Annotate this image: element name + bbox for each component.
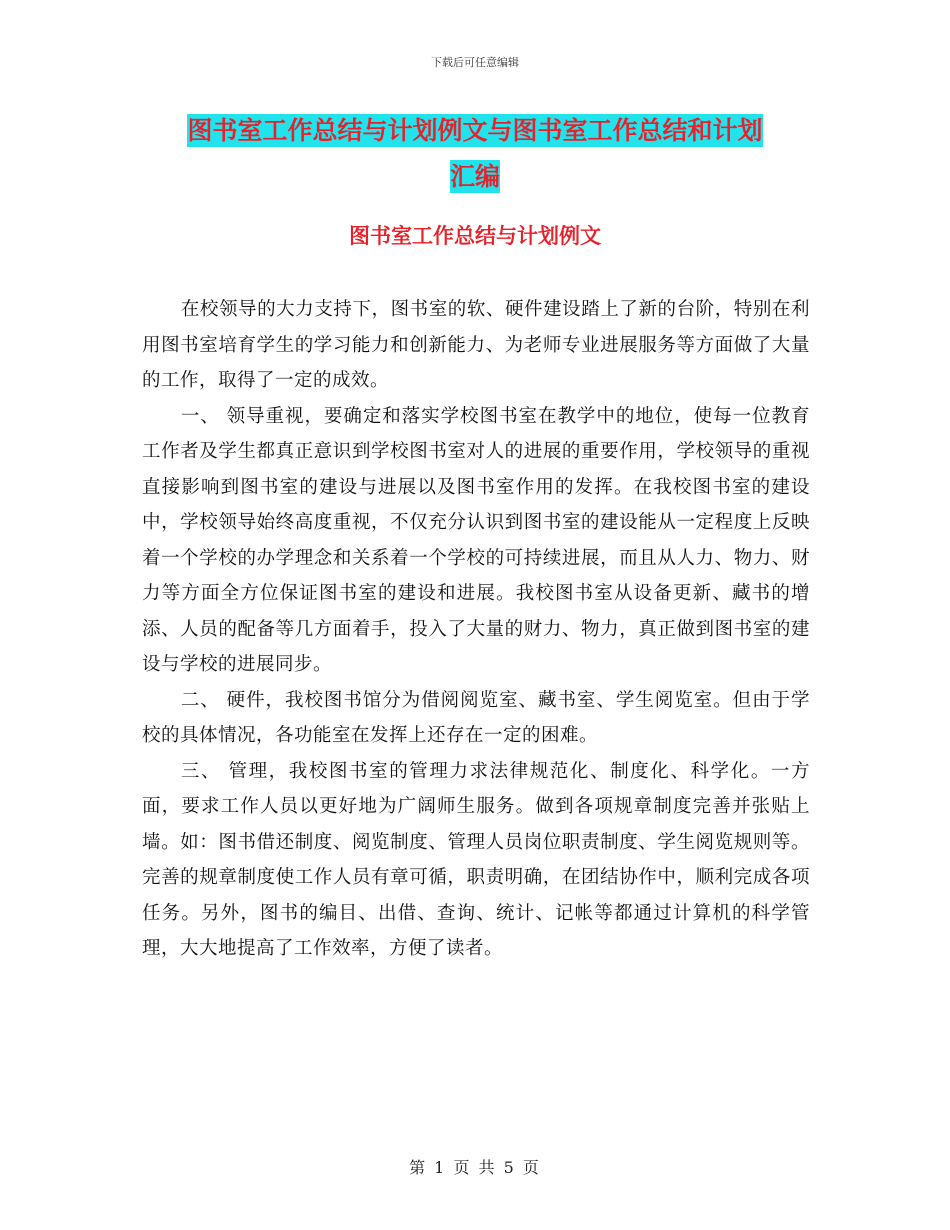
paragraph-hardware: 二、 硬件，我校图书馆分为借阅阅览室、藏书室、学生阅览室。但由于学校的具体情况，各功能室在发挥上还存在一定的困难。: [142, 689, 810, 746]
header-note: 下载后可任意编辑: [431, 56, 519, 69]
paragraph-intro: 在校领导的大力支持下，图书室的软、硬件建设踏上了新的台阶，特别在利用图书室培育学生的学习能力和创新能力、为老师专业进展服务等方面做了大量的工作，取得了一定的成效。: [142, 299, 810, 391]
body-text: [142, 292, 810, 967]
paragraph-management: 三、 管理，我校图书室的管理力求法律规范化、制度化、科学化。一方面，要求工作人员以更好地为广阔师生服务。做到各项规章制度完善并张贴上墙。如：图书借还制度、阅览制度、管理人员岗位职责制度、学生阅览规则等。完善的规章制度使工作人员有章可循，职责明确，在团结协作中，顺利完成各项任务。另外，图书的编目、出借、查询、统计、记帐等都通过计算机的科学管理，大大地提高了工作效率，方便了读者。: [142, 760, 810, 959]
document-title: [140, 108, 810, 200]
paragraph-leadership: 一、 领导重视，要确定和落实学校图书室在教学中的地位，使每一位教育工作者及学生都真正意识到学校图书室对人的进展的重要作用，学校领导的重视直接影响到图书室的建设与进展以及图书室作用的发挥。在我校图书室的建设中，学校领导始终高度重视，不仅充分认识到图书室的建设能从一定程度上反映着一个学校的办学理念和关系着一个学校的可持续进展，而且从人力、物力、财力等方面全方位保证图书室的建设和进展。我校图书室从设备更新、藏书的增添、人员的配备等几方面着手，投入了大量的财力、物力，真正做到图书室的建设与学校的进展同步。: [142, 405, 810, 675]
page-number: 第 1 页 共 5 页: [409, 1158, 541, 1177]
document-title-line-2: 汇编: [449, 162, 500, 191]
document-title-line-1: 图书室工作总结与计划例文与图书室工作总结和计划: [187, 116, 763, 145]
section-title: 图书室工作总结与计划例文: [349, 224, 601, 248]
